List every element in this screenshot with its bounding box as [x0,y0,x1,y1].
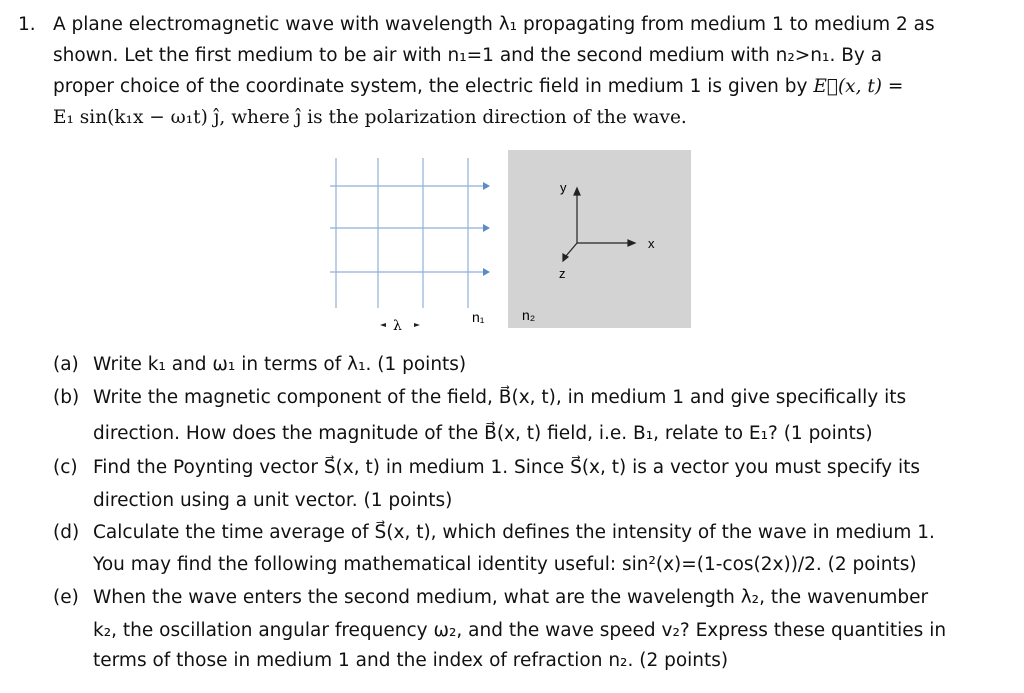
part-e [53,585,928,611]
medium-2-region [508,150,691,328]
part-d-label: (d) [53,522,80,543]
part-d [53,520,935,546]
wavefront-grid [330,158,485,308]
wave-figure [330,148,700,338]
n2-label: n₂ [522,307,536,323]
part-b [53,385,906,411]
part-c-line-2: direction using a unit vector. (1 points) [93,490,453,511]
part-b-label: (b) [53,387,80,408]
part-b-line-2: direction. How does the magnitude of the B⃗(x, t) field, i.e. B₁, relate to E₁? (1 points) [93,423,873,444]
problem-line-4: E₁ sin(k₁x − ω₁t) ĵ, where ĵ is the polarization direction of the wave. [53,107,687,128]
part-e-line-1: When the wave enters the second medium, what are the wavelength λ₂, the wavenumber [93,587,929,608]
part-d-line-1: Calculate the time average of S⃗(x, t), which defines the intensity of the wave in medium 1. [93,522,935,543]
lambda-arrow-left [380,323,386,327]
lambda-label: λ [393,318,402,334]
part-e-line-3: terms of those in medium 1 and the index of refraction n₂. (2 points) [93,650,729,671]
wave-diagram [330,148,700,338]
part-e-line-2: k₂, the oscillation angular frequency ω₂, and the wave speed v₂? Express these quantities in [93,620,947,641]
problem-line-3 [53,74,903,100]
n1-label: n₁ [472,309,485,325]
problem-line-2: shown. Let the first medium to be air with n₁=1 and the second medium with n₂>n₁. By a [53,45,883,66]
problem-line-1: A plane electromagnetic wave with wavelength λ₁ propagating from medium 1 to medium 2 as [53,14,935,35]
propagation-arrows [483,182,490,276]
part-a [53,352,466,378]
part-b-line-1: Write the magnetic component of the field, B⃗(x, t), in medium 1 and give specifically its [93,387,907,408]
axis-x-label: x [648,236,655,251]
part-c [53,455,920,481]
part-c-label: (c) [53,457,78,478]
part-a-label: (a) [53,354,79,375]
lambda-arrow-right [414,323,420,327]
part-d-line-2: You may find the following mathematical identity useful: sin²(x)=(1-cos(2x))/2. (2 points) [93,554,917,575]
part-c-line-1: Find the Poynting vector S⃗(x, t) in medium 1. Since S⃗(x, t) is a vector you must specify its [93,457,921,478]
problem-number: 1. [18,14,36,35]
efield-expression: E⃗(x, t) = [813,76,904,97]
axis-z-label: z [559,266,566,281]
axis-y-label: y [560,180,567,195]
part-a-line-1: Write k₁ and ω₁ in terms of λ₁. (1 points) [93,354,467,375]
part-e-label: (e) [53,587,79,608]
problem-line-3-text: proper choice of the coordinate system, the electric field in medium 1 is given by [53,76,808,97]
